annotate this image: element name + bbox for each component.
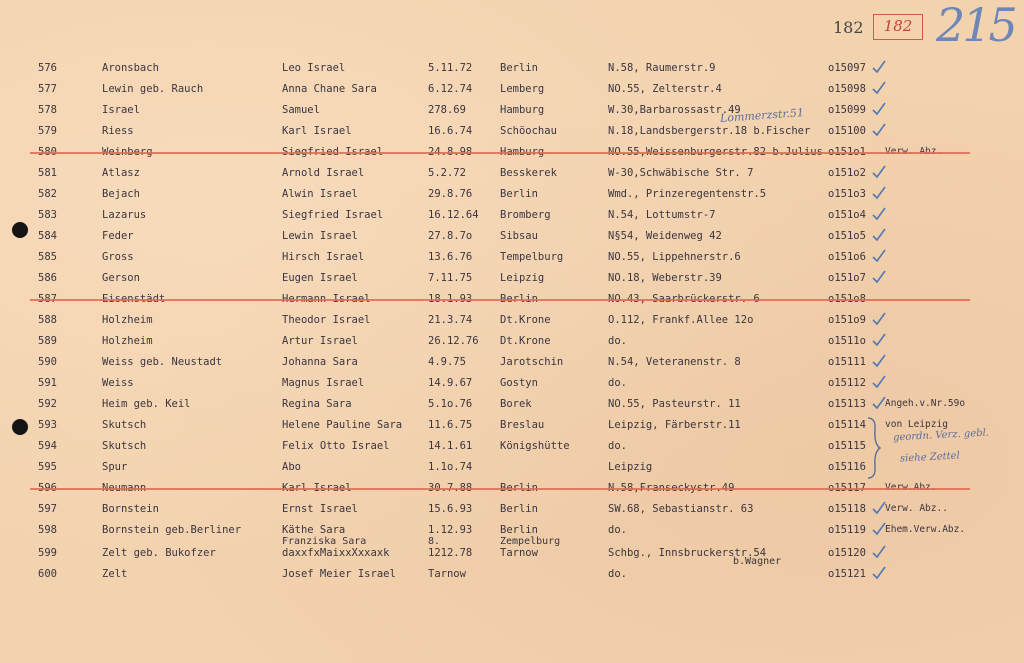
first-name: Leo Israel xyxy=(282,62,346,74)
strikethrough-line xyxy=(30,152,970,154)
first-name: Josef Meier Israel xyxy=(282,568,396,580)
reference-number: o15097 xyxy=(828,62,866,74)
table-row xyxy=(0,268,1024,288)
table-row xyxy=(0,394,1024,414)
reference-number: o151o7 xyxy=(828,272,866,284)
checkmark-icon xyxy=(872,522,886,536)
pencil-address-correction: Lommerzstr.51 xyxy=(719,106,805,125)
birth-date: 4.9.75 xyxy=(428,356,466,368)
address: do. xyxy=(608,440,627,452)
table-row xyxy=(0,121,1024,141)
first-name: Samuel xyxy=(282,104,320,116)
reference-number: o15112 xyxy=(828,377,866,389)
table-row xyxy=(0,310,1024,330)
birth-date: 13.6.76 xyxy=(428,251,473,263)
table-row xyxy=(0,58,1024,78)
remark: Angeh.v.Nr.59o xyxy=(885,398,966,409)
address: W.30,Barbarossastr.49 xyxy=(608,104,741,116)
row-number: 588 xyxy=(38,314,57,326)
checkmark-icon xyxy=(872,396,886,410)
address: N.58, Raumerstr.9 xyxy=(608,62,716,74)
address: N§54, Weidenweg 42 xyxy=(608,230,722,242)
checkmark-icon xyxy=(872,375,886,389)
table-row xyxy=(0,184,1024,204)
table-row xyxy=(0,142,1024,162)
surname: Lewin geb. Rauch xyxy=(102,83,204,95)
checkmark-icon xyxy=(872,354,886,368)
first-name: Hirsch Israel xyxy=(282,251,365,263)
row-number: 589 xyxy=(38,335,57,347)
first-name: Käthe Sara xyxy=(282,524,346,536)
address: Schbg., Innsbruckerstr.54 xyxy=(608,547,767,559)
handwritten-note-1: geordn. Verz. gebl. xyxy=(892,427,990,444)
surname: Spur xyxy=(102,461,128,473)
surname: Skutsch xyxy=(102,419,147,431)
first-name: Arnold Israel xyxy=(282,167,365,179)
table-row xyxy=(0,79,1024,99)
address: N.54, Veteranenstr. 8 xyxy=(608,356,741,368)
address: Leipzig, Färberstr.11 xyxy=(608,419,741,431)
address: NO.55, Pasteurstr. 11 xyxy=(608,398,741,410)
remark: Ehem.Verw.Abz. xyxy=(885,524,966,535)
row-number: 584 xyxy=(38,230,57,242)
surname: Atlasz xyxy=(102,167,140,179)
address: do. xyxy=(608,524,627,536)
surname: Zelt xyxy=(102,568,128,580)
surname: Heim geb. Keil xyxy=(102,398,191,410)
birth-place: Hamburg xyxy=(500,104,545,116)
row-number: 592 xyxy=(38,398,57,410)
reference-number: o15100 xyxy=(828,125,866,137)
first-name: Theodor Israel xyxy=(282,314,371,326)
birth-place: Lemberg xyxy=(500,83,545,95)
surname: Holzheim xyxy=(102,335,153,347)
stamp-number: 182 xyxy=(873,14,923,40)
checkmark-icon xyxy=(872,312,886,326)
first-name: Regina Sara xyxy=(282,398,352,410)
row-number: 600 xyxy=(38,568,57,580)
birth-place: Schöochau xyxy=(500,125,557,137)
birth-date: 5.2.72 xyxy=(428,167,466,179)
checkmark-icon xyxy=(872,60,886,74)
birth-date: Tarnow xyxy=(428,568,466,580)
checkmark-icon xyxy=(872,186,886,200)
first-name: daxxfxMaixxXxxaxk xyxy=(282,547,390,559)
birth-date: 26.12.76 xyxy=(428,335,479,347)
surname: Bornstein xyxy=(102,503,159,515)
first-name: Karl Israel xyxy=(282,125,352,137)
birth-place: Leipzig xyxy=(500,272,545,284)
address: O.112, Frankf.Allee 12o xyxy=(608,314,754,326)
reference-number: o151o4 xyxy=(828,209,866,221)
birth-place: Tempelburg xyxy=(500,251,564,263)
first-name: Anna Chane Sara xyxy=(282,83,377,95)
first-name: Lewin Israel xyxy=(282,230,358,242)
row-number: 595 xyxy=(38,461,57,473)
reference-number: o15099 xyxy=(828,104,866,116)
first-name: Magnus Israel xyxy=(282,377,365,389)
birth-date: 1.12.93 xyxy=(428,524,473,536)
table-row xyxy=(0,163,1024,183)
checkmark-icon xyxy=(872,270,886,284)
reference-number: o15119 xyxy=(828,524,866,536)
surname: Weiss xyxy=(102,377,134,389)
address: N.54, Lottumstr-7 xyxy=(608,209,716,221)
birth-place: Dt.Krone xyxy=(500,335,551,347)
birth-place: Tarnow xyxy=(500,547,538,559)
reference-number: o151o3 xyxy=(828,188,866,200)
surname: Gerson xyxy=(102,272,140,284)
birth-place: Jarotschin xyxy=(500,356,564,368)
reference-number: o151o6 xyxy=(828,251,866,263)
page-number: 182 xyxy=(833,18,864,37)
surname: Skutsch xyxy=(102,440,147,452)
birth-place: Königshütte xyxy=(500,440,570,452)
surname: Lazarus xyxy=(102,209,147,221)
birth-date: 16.6.74 xyxy=(428,125,473,137)
birth-place: Berlin xyxy=(500,62,538,74)
checkmark-icon xyxy=(872,566,886,580)
row-number: 594 xyxy=(38,440,57,452)
first-name: Alwin Israel xyxy=(282,188,358,200)
birth-date: 29.8.76 xyxy=(428,188,473,200)
first-name: Helene Pauline Sara xyxy=(282,419,403,431)
surname: Feder xyxy=(102,230,134,242)
birth-date: 14.1.61 xyxy=(428,440,473,452)
row-number: 586 xyxy=(38,272,57,284)
address: do. xyxy=(608,568,627,580)
birth-place: Berlin xyxy=(500,503,538,515)
row-number: 583 xyxy=(38,209,57,221)
first-name: Abo xyxy=(282,461,301,473)
reference-number: o151o9 xyxy=(828,314,866,326)
checkmark-icon xyxy=(872,501,886,515)
address: NO.55, Zelterstr.4 xyxy=(608,83,722,95)
birth-place: Berlin xyxy=(500,188,538,200)
strikethrough-line xyxy=(30,488,970,490)
row-number: 579 xyxy=(38,125,57,137)
table-row xyxy=(0,289,1024,309)
row-number: 577 xyxy=(38,83,57,95)
reference-number: o15114 xyxy=(828,419,866,431)
table-row xyxy=(0,205,1024,225)
checkmark-icon xyxy=(872,333,886,347)
first-name: Siegfried Israel xyxy=(282,209,384,221)
row-number: 597 xyxy=(38,503,57,515)
reference-number: o15111 xyxy=(828,356,866,368)
address: SW.68, Sebastianstr. 63 xyxy=(608,503,754,515)
surname: Holzheim xyxy=(102,314,153,326)
surname: Zelt geb. Bukofzer xyxy=(102,547,216,559)
birth-place: Gostyn xyxy=(500,377,538,389)
birth-date: 1.1o.74 xyxy=(428,461,473,473)
first-name: Ernst Israel xyxy=(282,503,358,515)
remark: Verw. Abz.. xyxy=(885,503,948,514)
table-row xyxy=(0,373,1024,393)
address: NO.55, Lippehnerstr.6 xyxy=(608,251,741,263)
checkmark-icon xyxy=(872,249,886,263)
row-599-city-above: Zempelburg xyxy=(500,536,561,547)
table-row xyxy=(0,564,1024,584)
first-name: Eugen Israel xyxy=(282,272,358,284)
table-row xyxy=(0,100,1024,120)
brace-icon xyxy=(866,416,882,480)
reference-number: o1511o xyxy=(828,335,866,347)
birth-date: 11.6.75 xyxy=(428,419,473,431)
table-row xyxy=(0,499,1024,519)
row-number: 591 xyxy=(38,377,57,389)
birth-place: Dt.Krone xyxy=(500,314,551,326)
table-row xyxy=(0,226,1024,246)
row-number: 590 xyxy=(38,356,57,368)
address: NO.18, Weberstr.39 xyxy=(608,272,722,284)
reference-number: o15121 xyxy=(828,568,866,580)
surname: Gross xyxy=(102,251,134,263)
reference-number: o151o2 xyxy=(828,167,866,179)
address: do. xyxy=(608,377,627,389)
reference-number: o15120 xyxy=(828,547,866,559)
pencil-page-number: 215 xyxy=(936,0,1015,52)
first-name: Felix Otto Israel xyxy=(282,440,390,452)
row-number: 582 xyxy=(38,188,57,200)
row-number: 598 xyxy=(38,524,57,536)
reference-number: o15118 xyxy=(828,503,866,515)
row-599-address-below: b.Wagner xyxy=(733,556,782,567)
surname: Riess xyxy=(102,125,134,137)
surname: Bornstein geb.Berliner xyxy=(102,524,242,536)
birth-place: Bromberg xyxy=(500,209,551,221)
birth-place: Besskerek xyxy=(500,167,557,179)
reference-number: o15113 xyxy=(828,398,866,410)
surname: Bejach xyxy=(102,188,140,200)
checkmark-icon xyxy=(872,102,886,116)
birth-date: 14.9.67 xyxy=(428,377,473,389)
row-number: 585 xyxy=(38,251,57,263)
row-599-date-above: 8. xyxy=(428,536,441,547)
checkmark-icon xyxy=(872,123,886,137)
birth-date: 7.11.75 xyxy=(428,272,473,284)
row-number: 576 xyxy=(38,62,57,74)
birth-place: Berlin xyxy=(500,524,538,536)
address: N.18,Landsbergerstr.18 b.Fischer xyxy=(608,125,811,137)
surname: Weiss geb. Neustadt xyxy=(102,356,223,368)
birth-place: Breslau xyxy=(500,419,545,431)
birth-date: 1212.78 xyxy=(428,547,473,559)
handwritten-note-2: siehe Zettel xyxy=(899,450,961,465)
table-row xyxy=(0,478,1024,498)
checkmark-icon xyxy=(872,207,886,221)
reference-number: o15098 xyxy=(828,83,866,95)
birth-date: 21.3.74 xyxy=(428,314,473,326)
table-row xyxy=(0,331,1024,351)
surname: Israel xyxy=(102,104,140,116)
birth-place: Borek xyxy=(500,398,532,410)
birth-date: 27.8.7o xyxy=(428,230,473,242)
checkmark-icon xyxy=(872,165,886,179)
address: Leipzig xyxy=(608,461,653,473)
birth-date: 5.1o.76 xyxy=(428,398,473,410)
checkmark-icon xyxy=(872,81,886,95)
first-name: Artur Israel xyxy=(282,335,358,347)
address: W-30,Schwäbische Str. 7 xyxy=(608,167,754,179)
checkmark-icon xyxy=(872,545,886,559)
birth-date: 6.12.74 xyxy=(428,83,473,95)
checkmark-icon xyxy=(872,228,886,242)
row-number: 593 xyxy=(38,419,57,431)
birth-date: 5.11.72 xyxy=(428,62,473,74)
first-name: Johanna Sara xyxy=(282,356,358,368)
strikethrough-line xyxy=(30,299,970,301)
row-number: 599 xyxy=(38,547,57,559)
birth-date: 15.6.93 xyxy=(428,503,473,515)
table-row xyxy=(0,352,1024,372)
address: do. xyxy=(608,335,627,347)
address: Wmd., Prinzeregentenstr.5 xyxy=(608,188,767,200)
reference-number: o15115 xyxy=(828,440,866,452)
birth-date: 16.12.64 xyxy=(428,209,479,221)
remark: von Leipzig xyxy=(885,419,948,430)
reference-number: o151o5 xyxy=(828,230,866,242)
birth-date: 278.69 xyxy=(428,104,466,116)
reference-number: o15116 xyxy=(828,461,866,473)
row-number: 578 xyxy=(38,104,57,116)
birth-place: Sibsau xyxy=(500,230,538,242)
surname: Aronsbach xyxy=(102,62,159,74)
table-row xyxy=(0,247,1024,267)
row-599-first-name-above: Franziska Sara xyxy=(282,536,367,547)
row-number: 581 xyxy=(38,167,57,179)
